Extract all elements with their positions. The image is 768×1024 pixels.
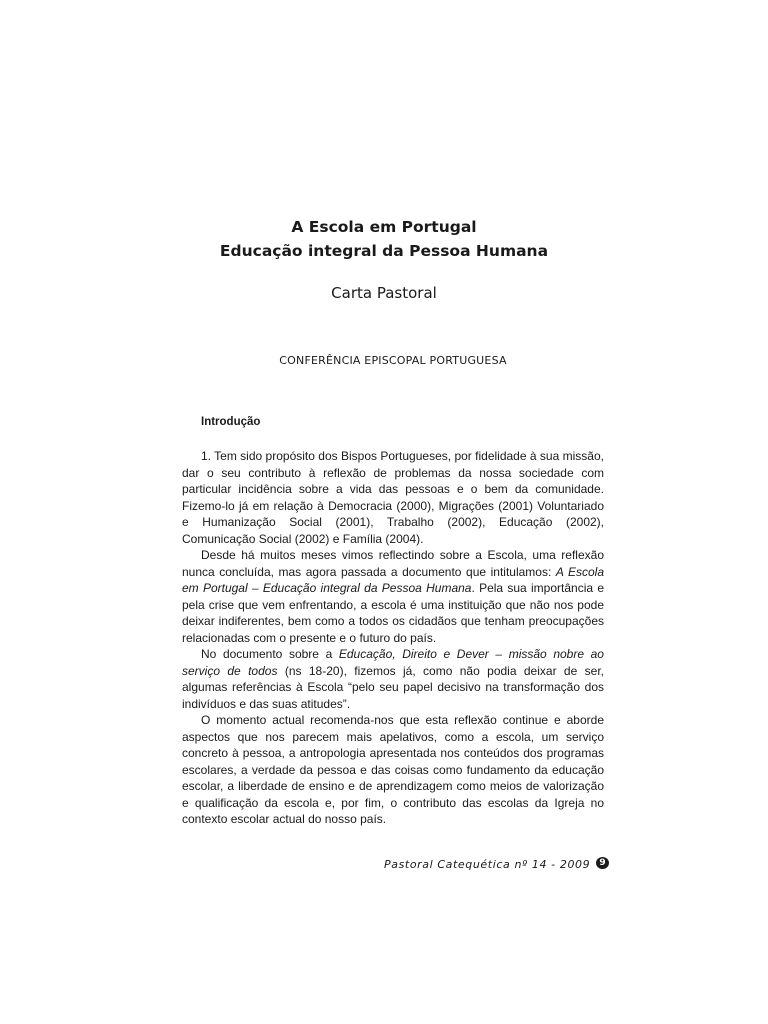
- page-footer: [384, 858, 614, 871]
- body-text: [182, 448, 604, 828]
- paragraph-2: [182, 547, 604, 646]
- title-line-1: A Escola em Portugal: [291, 218, 477, 236]
- title-line-2: Educação integral da Pessoa Humana: [219, 242, 549, 260]
- paragraph-3-text-a: No documento sobre a: [201, 647, 339, 661]
- page-number: 9: [596, 857, 609, 869]
- paragraph-3: [182, 646, 604, 712]
- paragraph-3-text-b: (ns 18-20), fizemos já, como não podia deixar de ser, algumas referências à Escola “pelo seu papel decisivo na transformação dos indivíduos e das suas atitudes”.: [182, 663, 604, 711]
- document-author: CONFERÊNCIA EPISCOPAL PORTUGUESA: [279, 354, 507, 367]
- journal-name: Pastoral Catequética nº 14 - 2009: [384, 858, 591, 871]
- title-block: [0, 215, 768, 263]
- paragraph-2-text-b: . Pela sua importância e pela crise que vem enfrentando, a escola é uma instituição que não nos pode deixar indiferentes, bem como a todos os cidadãos que tenham preocupações relacionadas com o presente e o futuro do país.: [182, 581, 604, 645]
- paragraph-2-title-italic: A Escola em Portugal – Educação integral da Pessoa Humana: [182, 564, 604, 595]
- paragraph-3-title-italic: Educação, Direito e Dever – missão nobre ao serviço de todos: [182, 647, 604, 678]
- document-subtitle: Carta Pastoral: [331, 284, 437, 302]
- paragraph-1: 1. Tem sido propósito dos Bispos Portugueses, por fidelidade à sua missão, dar o seu contributo à reflexão de problemas da nossa sociedade com particular incidência sobre a vida das pessoas e o bem da comunidade. Fizemo-lo já em relação à Democracia (2000), Migrações (2001) Voluntariado e Humanização Social (2001), Trabalho (2002), Educação (2002), Comunicação Social (2002) e Família (2004).: [182, 449, 604, 546]
- paragraph-4: O momento actual recomenda-nos que esta reflexão continue e aborde aspectos que nos parecem mais apelativos, como a escola, um serviço concreto à pessoa, a antropologia apresentada nos conteúdos dos programas escolares, a verdade da pessoa e das coisas como fundamento da educação escolar, a liberdade de ensino e de aprendizagem como meios de valorização e qualificação da escola e, por fim, o contributo das escolas da Igreja no contexto escolar actual do nosso país.: [182, 713, 604, 826]
- paragraph-2-text-a: Desde há muitos meses vimos reflectindo sobre a Escola, uma reflexão nunca concluída, mas agora passada a documento que intitulamos:: [182, 548, 604, 579]
- section-heading: Introdução: [201, 416, 261, 428]
